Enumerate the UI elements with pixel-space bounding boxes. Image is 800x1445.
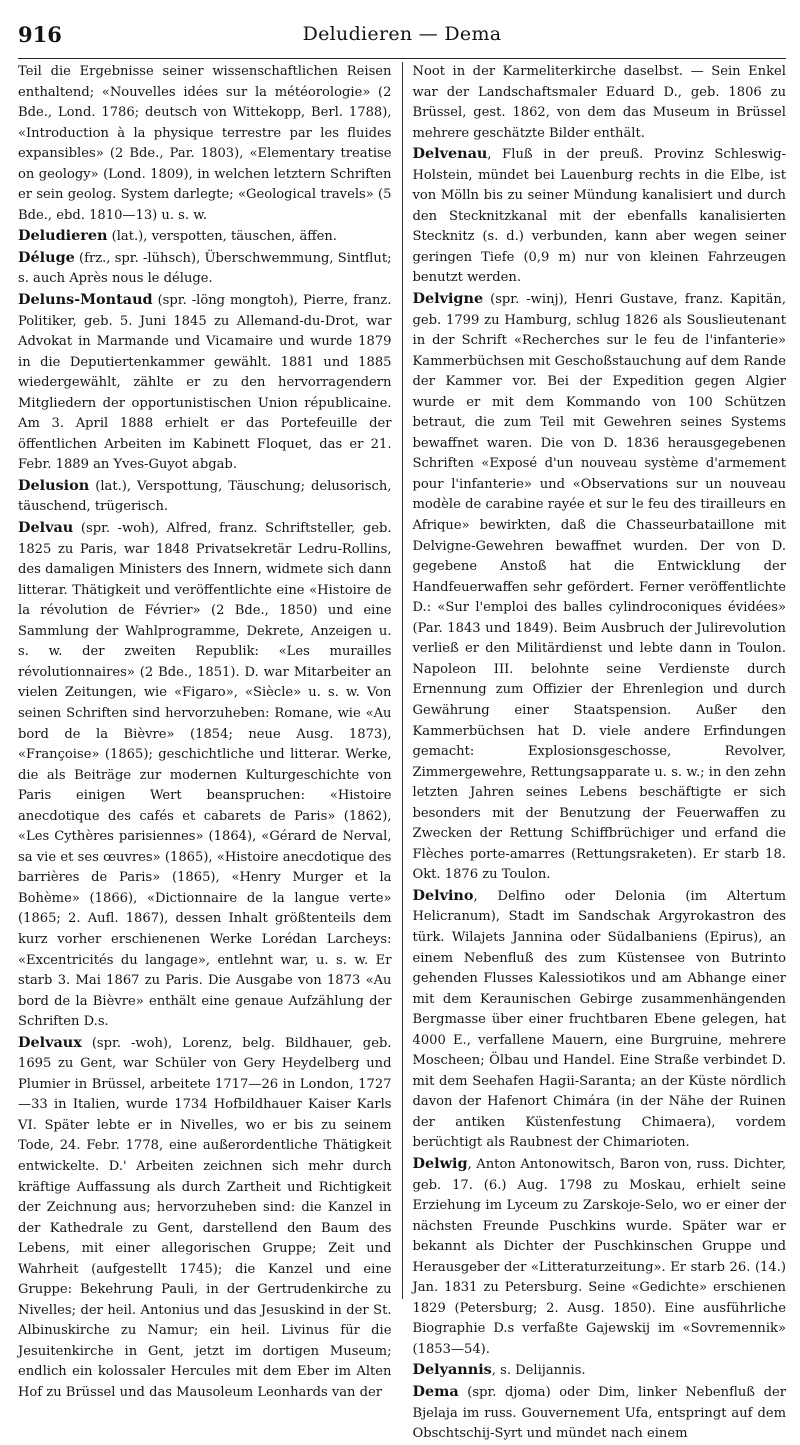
entry-text: , s. Delijannis. [491, 1363, 586, 1379]
dictionary-entry [413, 144, 787, 289]
entry-headword: Déluge [18, 248, 75, 266]
dictionary-entry [413, 886, 787, 1154]
dictionary-entry [413, 1154, 787, 1360]
running-head: Deludieren — Dema [302, 23, 502, 45]
entry-headword: Delvino [412, 886, 474, 904]
entry-text: (spr. -winj), Henri Gustave, franz. Kapitän, geb. 1799 zu Hamburg, schlug 1826 als Souslieutenant in der Schrift «Recherches sur le feu de l'infanterie» Kammerbüchsen mit Geschoßstauchung auf dem Rande der Kammer vor. Bei der Expedition gegen Algier wurde er mit dem Kommando von 100 Schützen betraut, die zum Teil mit Gewehren seines Systems bewaffnet waren. Die von D. 1836 herausgegebenen Schriften «Exposé d'un nouveau système d'armement pour l'infanterie» und «Observations sur un nouveau modèle de carabine rayée et sur le feu des tirailleurs en Afrique» bewirkten, daß die Chasseurbataillone mit Delvigne-Gewehren bewaffnet wurden. Der von D. gegebene Anstoß hat die Entwicklung der Handfeuerwaffen sehr gefördert. Ferner veröffentlichte D.: «Sur l'emploi des balles cylindroconiques évidées» (Par. 1843 und 1849). Beim Ausbruch der Julirevolution verließ er den Militärdienst und lebte dann in Toulon. Napoleon III. belohnte seine Verdienste durch Ernennung zum Offizier der Ehrenlegion und durch Gewährung einer Staatspension. Außer den Kammerbüchsen hat D. viele andere Erfindungen gemacht: Explosionsgeschosse, Revolver, Zimmergewehre, Rettungsapparate u. s. w.; in den zehn letzten Jahren seines Lebens beschäftigte er sich besonders mit der Benutzung der Feuerwaffen zu Zwecken der Rettung Schiffbrüchiger und erfand die Flèches porte-amarres (Rettungsraketen). Er starb 18. Okt. 1876 zu Toulon. [412, 292, 786, 883]
entry-text: (spr. -woh), Lorenz, belg. Bildhauer, geb. 1695 zu Gent, war Schüler von Gery Heydelberg und Plumier in Brüssel, arbeitete 1717—26 in London, 1727—33 in Italien, wurde 1734 Hofbildhauer Kaiser Karls VI. Später lebte er in Nivelles, wo er bis zu seinem Tode, 24. Febr. 1778, eine außerordentliche Thätigkeit entwickelte. D.' Arbeiten zeichnen sich mehr durch kräftige Auffassung als durch Zartheit und Richtigkeit der Zeichnung aus; hervorzuheben sind: die Kanzel in der Kathedrale zu Gent, darstellend den Baum des Lebens, mit einer allegorischen Gruppe; Zeit und Wahrheit (aufgestellt 1745); die Kanzel und eine Gruppe: Bekehrung Pauli, in der Gertrudenkirche zu Nivelles; der heil. Antonius und das Jesuskind in der St. Albinuskirche zu Namur; ein heil. Livinus für die Jesuitenkirche in Gent, jetzt im dortigen Museum; endlich ein kolossaler Hercules mit dem Eber im Alten Hof zu Brüssel und das Mausoleum Leonhards van der [18, 1035, 392, 1400]
entry-text: , Anton Antonowitsch, Baron von, russ. Dichter, geb. 17. (6.) Aug. 1798 zu Moskau, erhielt seine Erziehung im Lyceum zu Zarskoje-Selo, wo er einer der nächsten Freunde Puschkins wurde. Später war er bekannt als Dichter der Puschkinschen Gruppe und Herausgeber der «Litteraturzeitung». Er starb 26. (14.) Jan. 1831 zu Petersburg. Seine «Gedichte» erschienen 1829 (Petersburg; 2. Ausg. 1850). Eine ausführliche Biographie D.s verfaßte Gajewskij im «Sovremennik» (1853—54). [412, 1156, 786, 1357]
entry-text: (lat.), Verspottung, Täuschung; delusorisch, täuschend, trügerisch. [18, 478, 392, 515]
left-column [18, 62, 403, 1400]
entry-text: , Fluß in der preuß. Provinz Schleswig-Holstein, mündet bei Lauenburg rechts in die Elbe, ist von Mölln bis zu seiner Mündung kanalisiert und durch den Stecknitzkanal mit der ebenfalls kanalisierten Stecknitz (s. d.) verbunden, kann aber wegen seiner geringen Tiefe (0,9 m) nur von kleinen Fahrzeugen benutzt werden. [412, 147, 786, 286]
entry-headword: Deluns-Montaud [18, 291, 153, 309]
page-number: 916 [18, 22, 62, 47]
entry-text: (spr. -woh), Alfred, franz. Schriftsteller, geb. 1825 zu Paris, war 1848 Privatsekretär Ledru-Rollins, des damaligen Ministers des Innern, widmete sich dann litterar. Thätigkeit und veröffentlichte eine «Histoire de la révolution de Février» (2 Bde., 1850) und eine Sammlung der Wahlprogramme, Dekrete, Anzeigen u. s. w. der zweiten Republik: «Les murailles révolutionnaires» (2 Bde., 1851). D. war Mitarbeiter an vielen Zeitungen, wie «Figaro», «Siècle» u. s. w. Von seinen Schriften sind hervorzuheben: Romane, wie «Au bord de la Bièvre» (1854; neue Ausg. 1873), «Françoise» (1865); geschichtliche und litterar. Werke, die als Beiträge zur modernen Kulturgeschichte von Paris einigen Wert beanspruchen: «Histoire anecdotique des cafés et cabarets de Paris» (1862), «Les Cythères parisiennes» (1864), «Gérard de Nerval, sa vie et ses œuvres» (1865), «Histoire anecdotique des barrières de Paris» (1865), «Henry Murger et la Bohème» (1866), «Dictionnaire de la langue verte» (1865; 2. Aufl. 1867), dessen Inhalt größtenteils dem kurz vorher erschienenen Werke Lorédan Larcheys: «Excentricités du langage», entlehnt war, u. s. w. Er starb 3. Mai 1867 zu Paris. Die Ausgabe von 1873 «Au bord de la Bièvre» enthält eine genaue Aufzählung der Schriften D.s. [18, 521, 392, 1030]
dictionary-entry [18, 226, 392, 248]
dictionary-entry [413, 1360, 787, 1382]
dictionary-entry [413, 289, 787, 886]
continued-text: Noot in der Karmeliterkirche daselbst. — Sein Enkel war der Landschaftsmaler Eduard D., geb. 1806 zu Brüssel, gest. 1862, von dem das Museum in Brüssel mehrere geschätzte Bilder enthält. [412, 64, 786, 141]
entry-text: (lat.), verspotten, täuschen, äffen. [107, 229, 337, 245]
entry-text: (spr. -löng mongtoh), Pierre, franz. Politiker, geb. 5. Juni 1845 zu Allemand-du-Drot, war Advokat in Marmande und Vicamaire und wurde 1879 in die Deputiertenkammer gewählt. 1881 und 1885 wiedergewählt, zählte er zu den hervorragendern Mitgliedern der opportunistischen Union républicaine. Am 3. April 1888 erhielt er das Portefeuille der öffentlichen Arbeiten im Kabinett Floquet, das er 21. Febr. 1889 an Yves-Guyot abgab. [18, 293, 392, 473]
entry-headword: Dema [412, 1383, 459, 1400]
entry-headword: Deludieren [18, 227, 108, 245]
entry-list [413, 144, 787, 1444]
entry-text: (spr. djoma) oder Dim, linker Nebenfluß der Bjelaja im russ. Gouvernement Ufa, entspringt auf dem Obschtschij-Syrt und mündet nach einem [412, 1385, 786, 1442]
right-column [403, 62, 787, 1442]
dictionary-entry [18, 290, 392, 476]
entry-headword: Delwig [412, 1154, 468, 1172]
dictionary-entry [18, 476, 392, 518]
dictionary-entry [18, 248, 392, 290]
entry-headword: Delusion [18, 476, 90, 494]
text-columns [18, 62, 786, 1442]
entry-text: (frz., spr. -lühsch), Überschwemmung, Sintflut; s. auch Après nous le déluge. [18, 250, 392, 287]
dictionary-entry [18, 518, 392, 1033]
continued-text: Teil die Ergebnisse seiner wissenschaftlichen Reisen enthaltend; «Nouvelles idées sur la météorologie» (2 Bde., Lond. 1786; deutsch von Wittekopp, Berl. 1788), «Introduction à la physique terrestre par les fluides expansibles» (2 Bde., Par. 1803), «Elementary treatise on geology» (Lond. 1809), in welchen letztern Schriften er sein geolog. System darlegte; «Geological travels» (5 Bde., ebd. 1810—13) u. s. w. [18, 64, 392, 223]
entry-text: , Delfino oder Delonia (im Altertum Helicranum), Stadt im Sandschak Argyrokastron des türk. Wilajets Jannina oder Südalbaniens (Epirus), an einem Nebenfluß des zum Küstensee von Butrinto gehenden Flusses Kalessiotikos und am Abhange einer mit dem Keraunischen Gebirge zusammenhängenden Bergmasse über einer fruchtbaren Ebene gelegen, hat 4000 E., verfallene Mauern, eine Burgruine, mehrere Moscheen; Ölbau und Handel. Eine Straße verbindet D. mit dem Seehafen Hagii-Saranta; an der Küste nördlich davon der Hafenort Chimára (in der Nähe der Ruinen der antiken Küstenfestung Chimaera), vordem berüchtigt als Raubnest der Chimarioten. [412, 888, 786, 1151]
entry-headword: Delyannis [412, 1361, 492, 1379]
entry-list [18, 226, 392, 1403]
entry-headword: Delvigne [412, 290, 484, 308]
entry-headword: Delvaux [18, 1033, 82, 1051]
dictionary-entry [18, 1033, 392, 1404]
entry-headword: Delvau [18, 519, 74, 537]
dictionary-entry [413, 1382, 787, 1445]
page-header [18, 20, 786, 59]
entry-headword: Delvenau [412, 145, 488, 163]
